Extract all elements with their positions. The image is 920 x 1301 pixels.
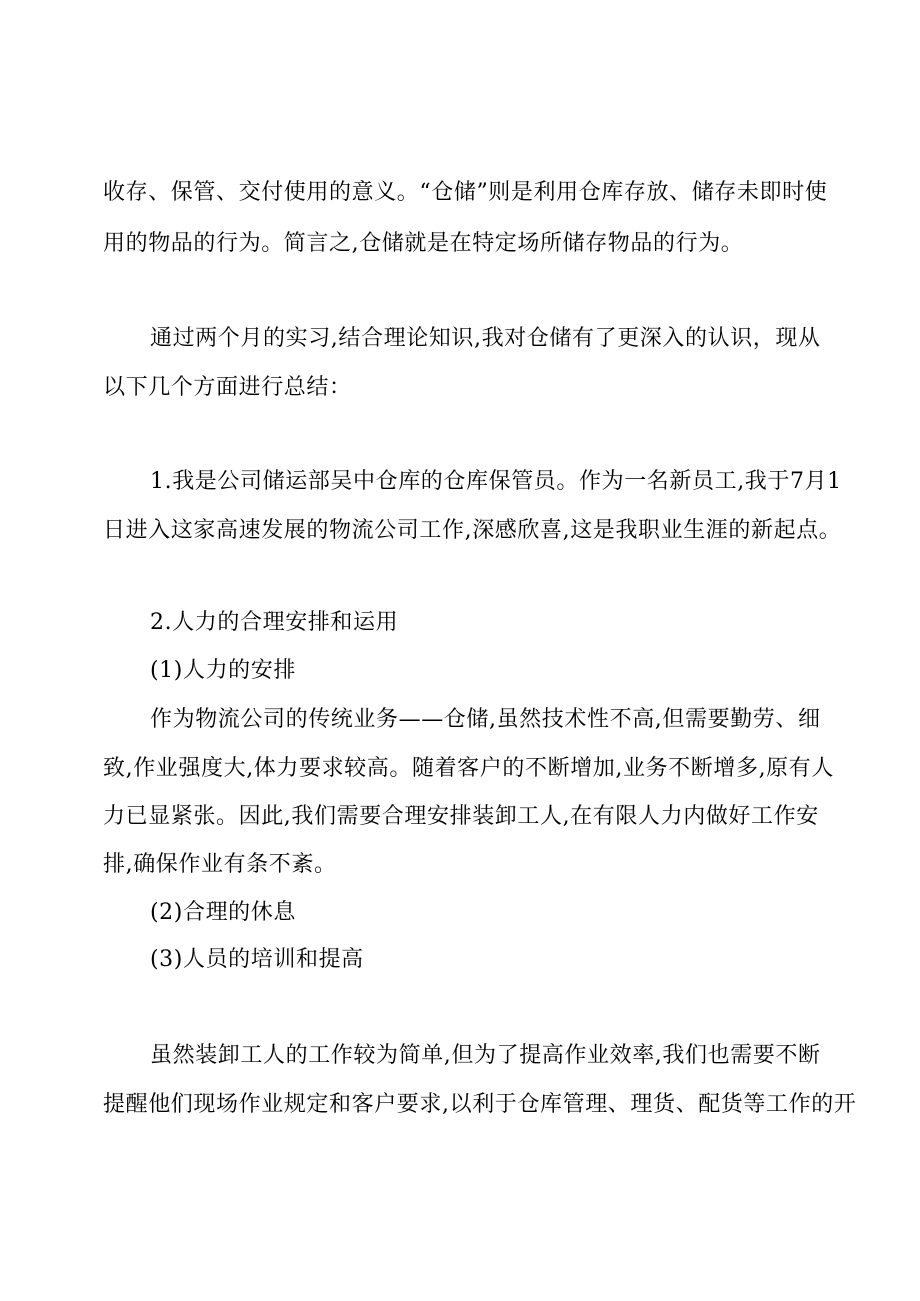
text-line: 致,作业强度大,体力要求较高。随着客户的不断增加,业务不断增多,原有人: [103, 756, 834, 781]
text-line: 力已显紧张。因此,我们需要合理安排装卸工人,在有限人力内做好工作安: [103, 804, 819, 829]
text-line: 日进入这家高速发展的物流公司工作,深感欣喜,这是我职业生涯的新起点。: [103, 518, 842, 543]
subheading: (2)合理的休息: [150, 900, 296, 925]
text-line: 提醒他们现场作业规定和客户要求,以利于仓库管理、理货、配货等工作的开: [103, 1092, 857, 1117]
paragraph-start: 虽然装卸工人的工作较为简单,但为了提高作业效率,我们也需要不断: [150, 1043, 821, 1068]
paragraph-start: 通过两个月的实习,结合理论知识,我对仓储有了更深入的认识，现从: [150, 326, 821, 351]
list-item-1: 1.我是公司储运部吴中仓库的仓库保管员。作为一名新员工,我于7月1: [150, 469, 842, 494]
subheading: (1)人力的安排: [150, 658, 296, 683]
text-line: 用的物品的行为。简言之,仓储就是在特定场所储存物品的行为。: [103, 231, 744, 256]
subheading: (3)人员的培训和提高: [150, 947, 364, 972]
text-line: 以下几个方面进行总结：: [103, 375, 352, 400]
section-heading: 2.人力的合理安排和运用: [150, 610, 399, 635]
text-line: 排,确保作业有条不紊。: [103, 852, 337, 877]
paragraph-start: 作为物流公司的传统业务——仓储,虽然技术性不高,但需要勤劳、细: [150, 707, 821, 732]
text-line: 收存、保管、交付使用的意义。“仓储”则是利用仓库存放、储存未即时使: [103, 180, 828, 205]
